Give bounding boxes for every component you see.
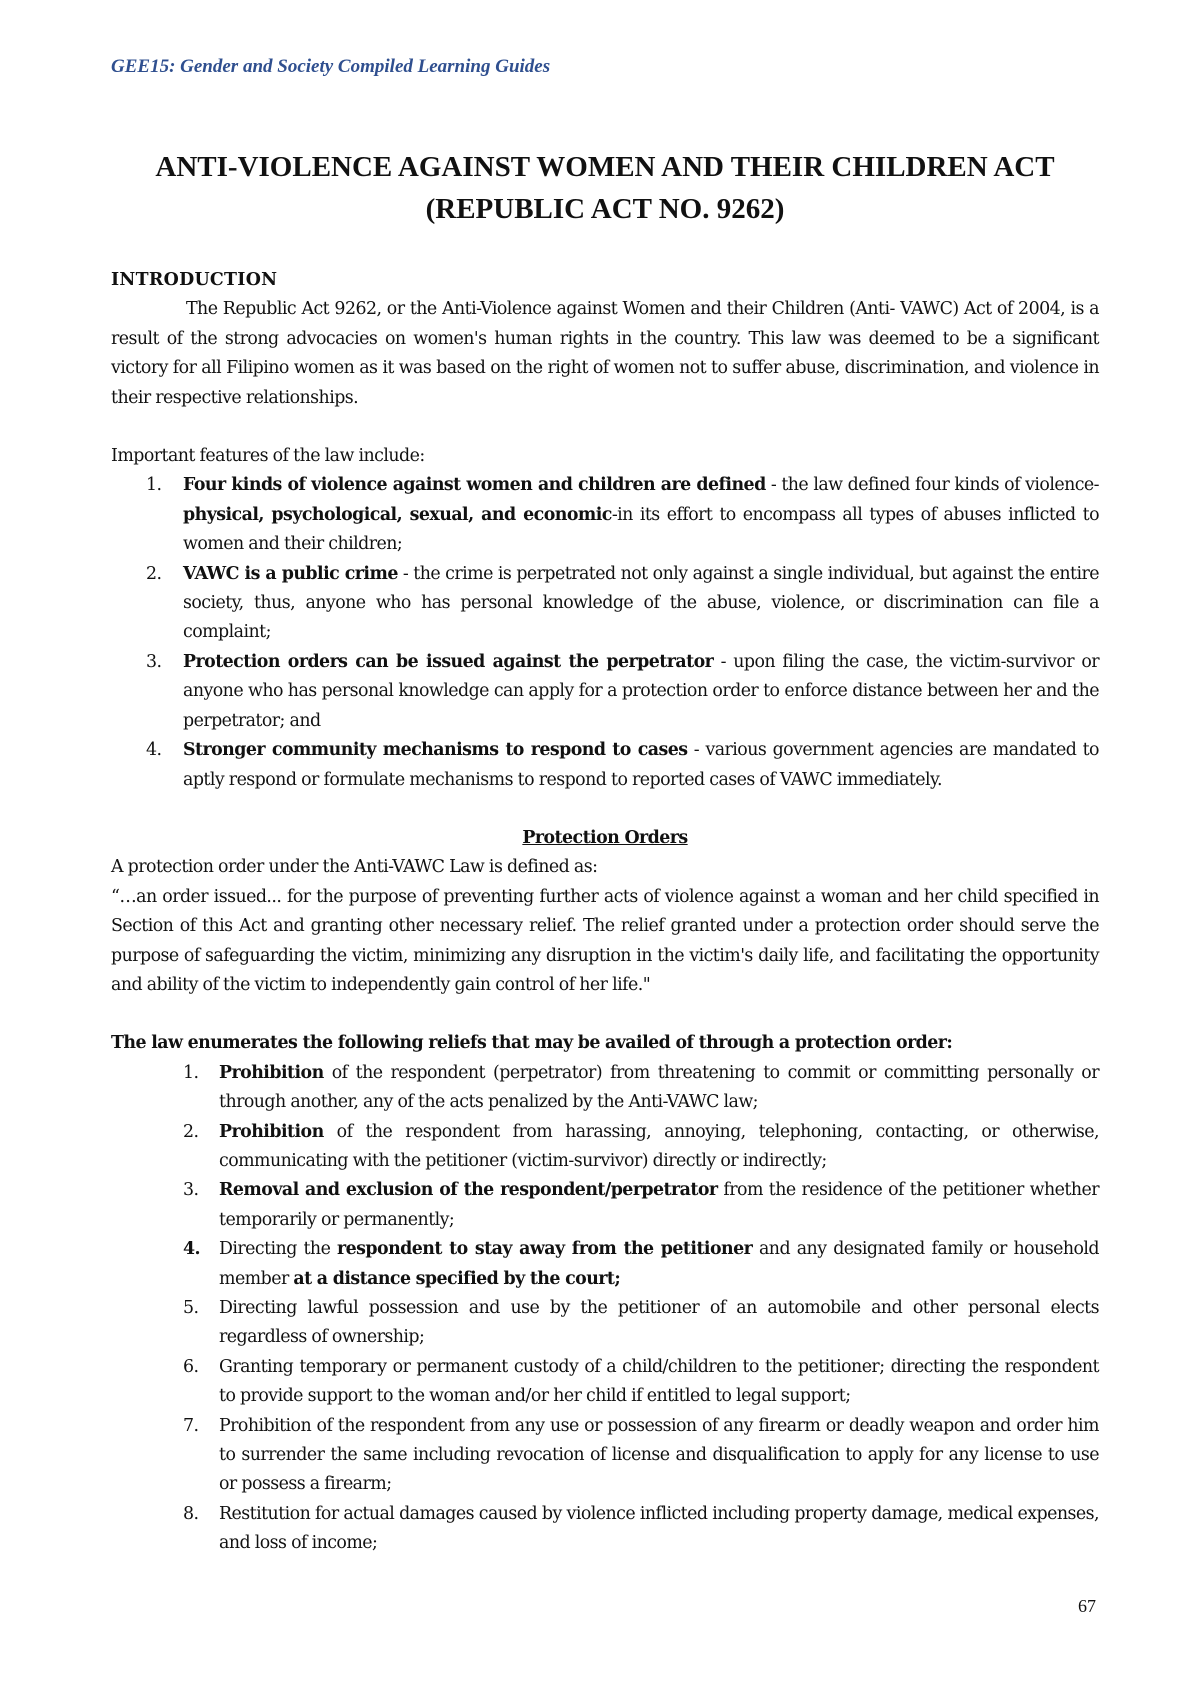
list-number: 1. <box>146 475 162 496</box>
reliefs-lead-text: The law enumerates the following reliefs that may be availed of through a protection order: <box>111 1033 953 1054</box>
list-number: 4. <box>183 1239 201 1260</box>
feature-title: Stronger community mechanisms to respond to cases <box>183 740 688 761</box>
reliefs-list <box>111 1059 1099 1559</box>
running-header: GEE15: Gender and Society Compiled Learning Guides <box>111 56 551 77</box>
intro-paragraph: The Republic Act 9262, or the Anti-Violence against Women and their Children (Anti- VAWC) Act of 2004, is a result of the strong advocacies on women's human rights in the country. This law was deemed to be a significant victory for all Filipino women as it was based on the right of women not to suffer abuse, discrimination, and violence in their respective relationships. <box>111 299 1099 408</box>
feature-text: -in its effort to encompass all types of abuses inflicted to women and their children; <box>183 504 1099 555</box>
feature-item <box>111 560 1099 648</box>
feature-title: Four kinds of violence against women and children are defined <box>183 475 766 496</box>
features-list <box>111 471 1099 794</box>
title-line-1: ANTI-VIOLENCE AGAINST WOMEN AND THEIR CHILDREN ACT <box>155 151 1055 183</box>
feature-text: - upon filing the case, the victim-survivor or anyone who has personal knowledge can apply for a protection order to enforce distance between her and the perpetrator; and <box>183 651 1099 731</box>
relief-item <box>111 1235 1099 1294</box>
relief-item <box>111 1500 1099 1559</box>
relief-text: Restitution for actual damages caused by violence inflicted including property damage, medical expenses, and loss of income; <box>219 1503 1099 1554</box>
feature-title: Protection orders can be issued against the perpetrator <box>183 651 714 672</box>
list-number: 1. <box>183 1062 199 1083</box>
list-number: 3. <box>146 651 162 672</box>
relief-text: Directing the <box>219 1239 338 1260</box>
relief-bold-text: Removal and exclusion of the respondent/perpetrator <box>219 1180 718 1201</box>
document-title <box>111 146 1099 230</box>
feature-item <box>111 648 1099 736</box>
intro-heading: INTRODUCTION <box>111 270 278 290</box>
protection-lead: A protection order under the Anti-VAWC Law is defined as: <box>111 857 598 878</box>
list-number: 4. <box>146 740 162 761</box>
list-number: 2. <box>146 563 162 584</box>
relief-text: and any designated family or household member <box>219 1239 1099 1289</box>
feature-text: - the law defined four kinds of violence- <box>765 475 1100 496</box>
features-lead: Important features of the law include: <box>111 446 425 467</box>
protection-orders-heading: Protection Orders <box>522 827 688 848</box>
feature-title: VAWC is a public crime <box>183 563 398 584</box>
feature-item <box>111 736 1099 795</box>
relief-text: of the respondent (perpetrator) from threatening to commit or committing personally or through another, any of the acts penalized by the Anti-VAWC law; <box>219 1062 1099 1113</box>
relief-bold-text: respondent to stay away from the petitioner <box>337 1239 753 1260</box>
relief-item <box>111 1176 1099 1235</box>
document-body <box>111 266 1099 1559</box>
protection-quote: “…an order issued... for the purpose of preventing further acts of violence against a woman and her child specified in Section of this Act and granting other necessary relief. The relief granted under a protection order should serve the purpose of safeguarding the victim, minimizing any disruption in the victim's daily life, and facilitating the opportunity and ability of the victim to independently gain control of her life." <box>111 886 1099 995</box>
relief-item <box>111 1294 1099 1353</box>
list-number: 2. <box>183 1121 199 1142</box>
title-line-2: (REPUBLIC ACT NO. 9262) <box>425 193 785 225</box>
feature-text: - the crime is perpetrated not only against a single individual, but against the entire society, thus, anyone who has personal knowledge of the abuse, violence, or discrimination can file a complaint; <box>183 563 1100 643</box>
relief-bold-text: Prohibition <box>219 1062 324 1083</box>
feature-bold-text: physical, psychological, sexual, and economic <box>183 504 612 525</box>
relief-text: of the respondent from harassing, annoying, telephoning, contacting, or otherwise, communicating with the petitioner (victim-survivor) directly or indirectly; <box>219 1121 1099 1171</box>
relief-bold-text: Prohibition <box>219 1121 324 1142</box>
list-number: 8. <box>183 1503 199 1524</box>
relief-text: Directing lawful possession and use by the petitioner of an automobile and other personal elects regardless of ownership; <box>219 1298 1099 1348</box>
relief-text: Prohibition of the respondent from any use or possession of any firearm or deadly weapon and order him to surrender the same including revocation of license and disqualification to apply for any license to use or possess a firearm; <box>219 1415 1099 1495</box>
feature-text: - various government agencies are mandated to aptly respond or formulate mechanisms to respond to reported cases of VAWC immediately. <box>183 740 1099 790</box>
relief-item <box>111 1118 1099 1177</box>
list-number: 6. <box>183 1356 199 1377</box>
list-number: 3. <box>183 1180 199 1201</box>
feature-item <box>111 471 1099 559</box>
page-number: 67 <box>1078 1596 1096 1616</box>
relief-bold-text: at a distance specified by the court; <box>293 1268 621 1289</box>
relief-item <box>111 1059 1099 1118</box>
list-number: 5. <box>183 1298 199 1318</box>
relief-item <box>111 1412 1099 1500</box>
reliefs-lead <box>111 1029 1099 1058</box>
list-number: 7. <box>183 1415 199 1436</box>
relief-text: from the residence of the petitioner whether temporarily or permanently; <box>219 1180 1099 1230</box>
relief-item <box>111 1353 1099 1412</box>
relief-text: Granting temporary or permanent custody of a child/children to the petitioner; directing the respondent to provide support to the woman and/or her child if entitled to legal support; <box>219 1356 1099 1407</box>
